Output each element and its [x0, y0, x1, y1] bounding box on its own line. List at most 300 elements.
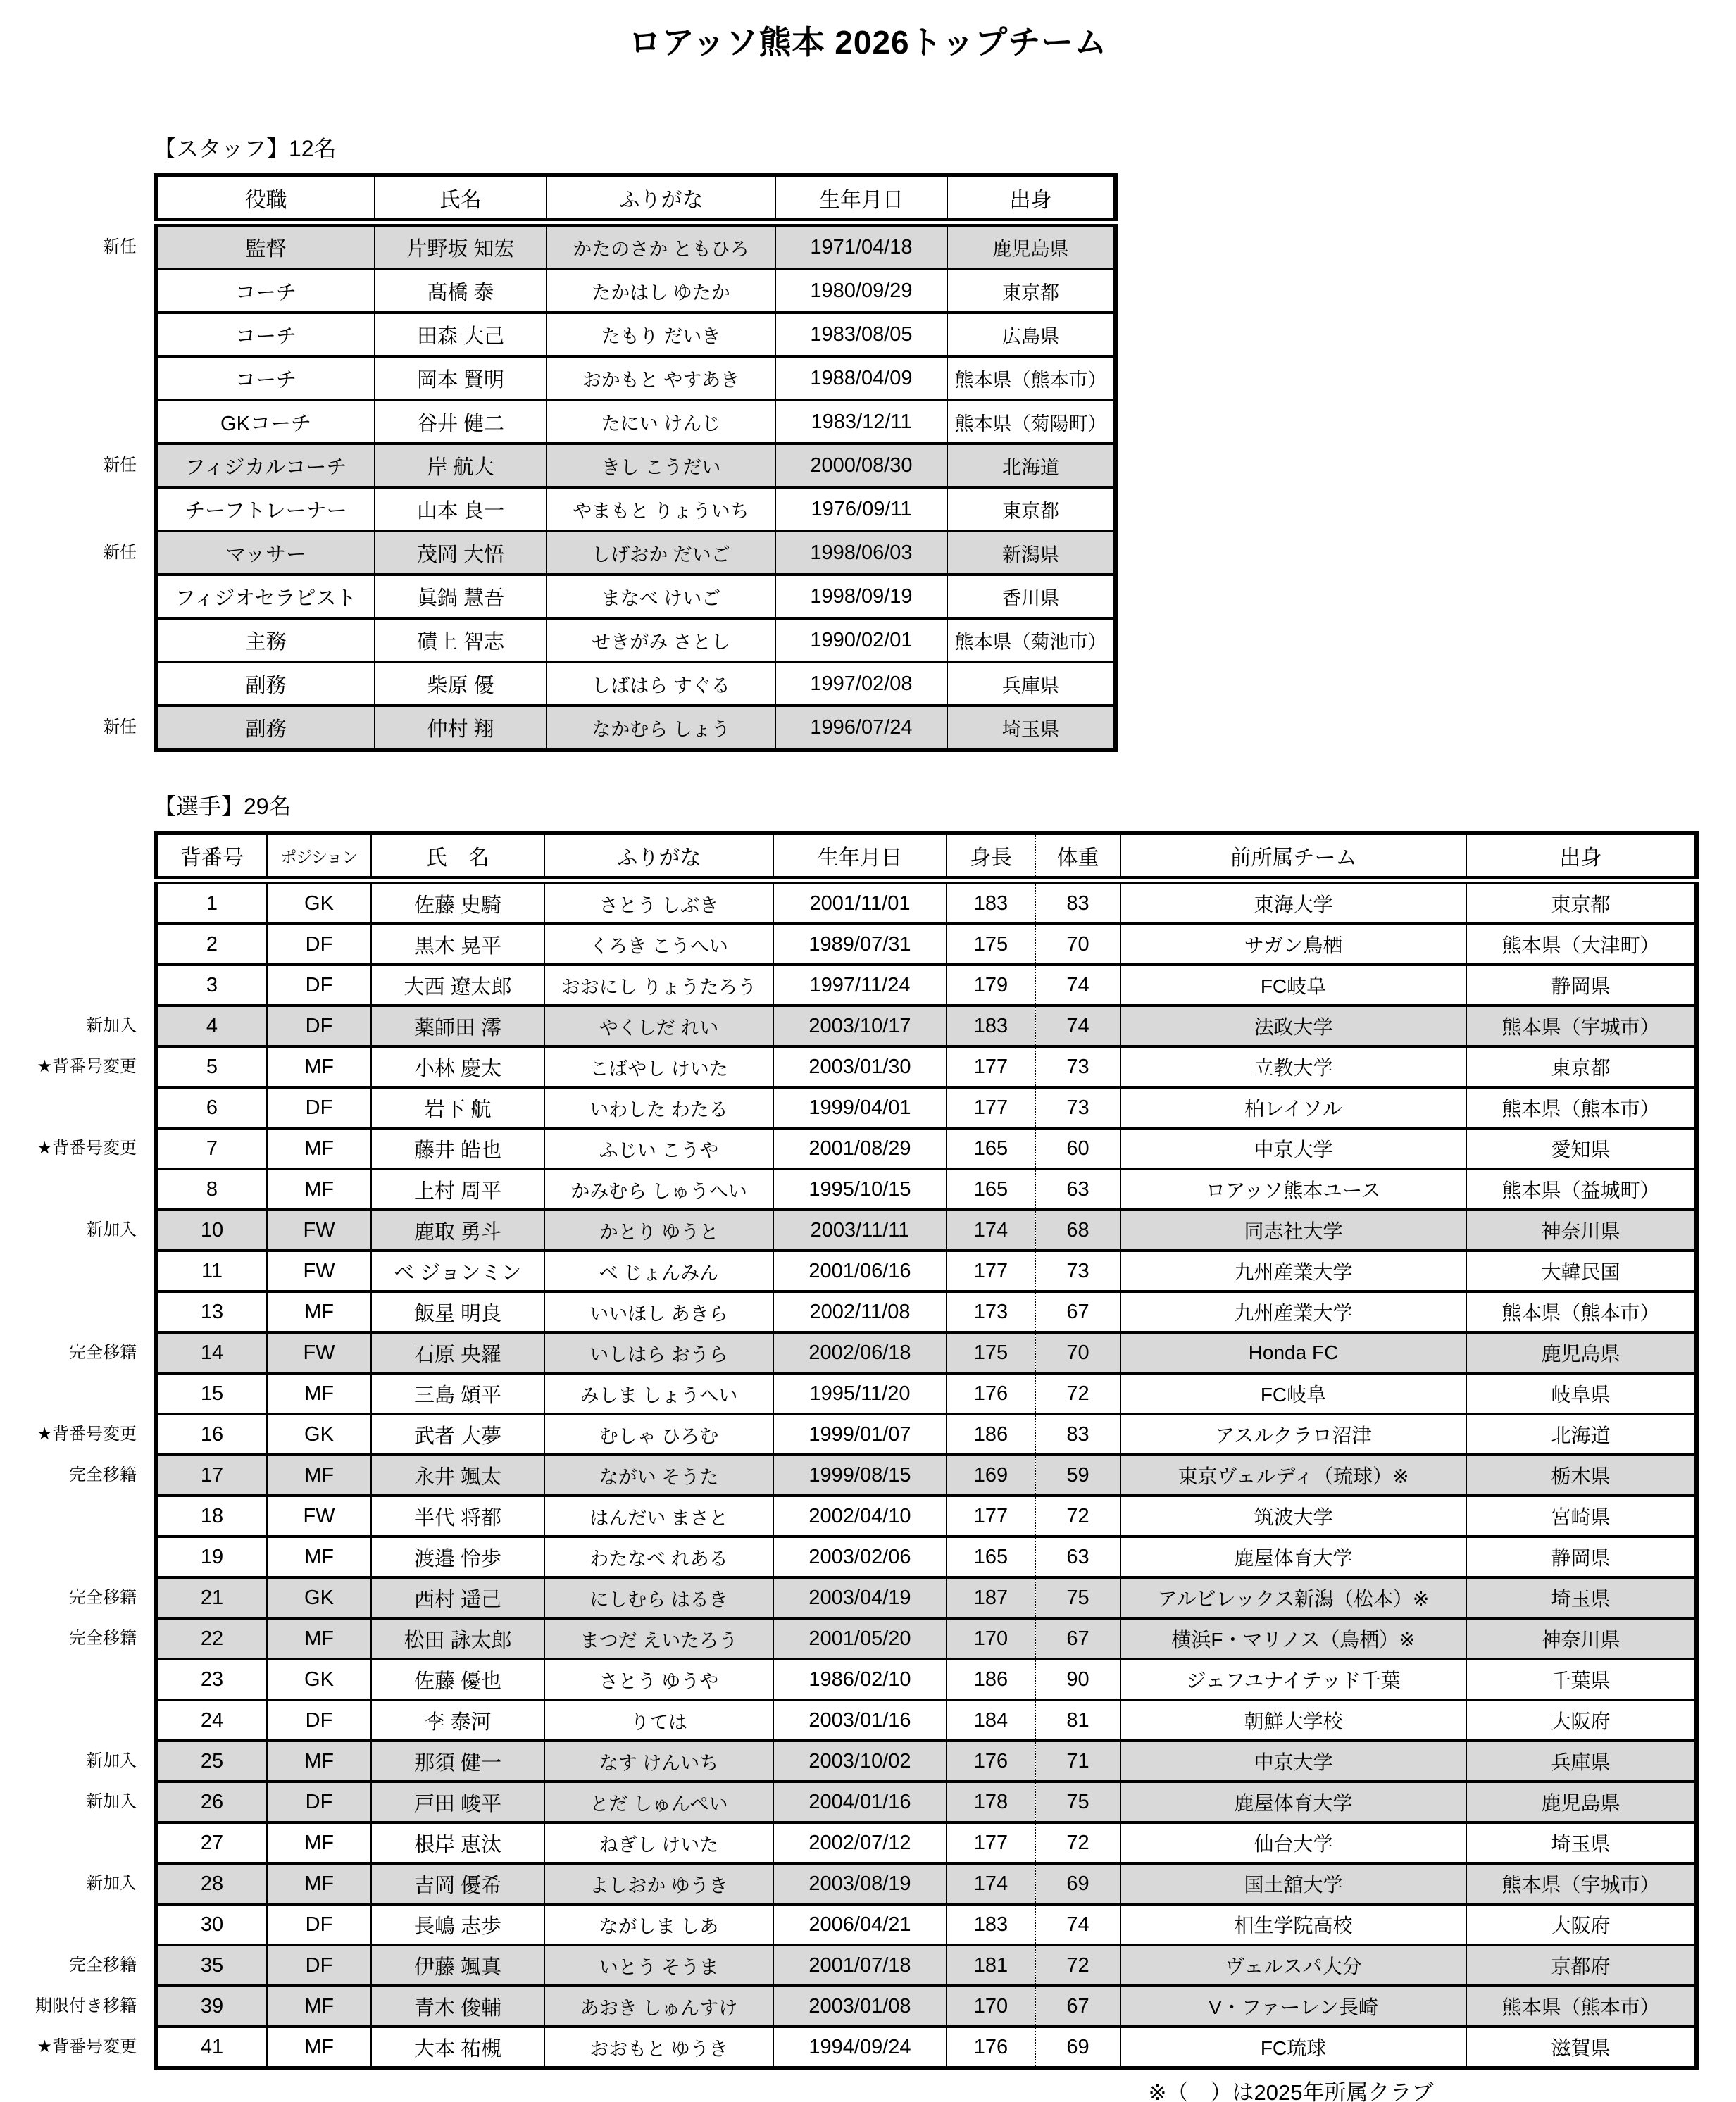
- cell-furigana: せきがみ さとし: [547, 618, 775, 662]
- staff-row: [156, 269, 1116, 313]
- row-status-label: ★背番号変更: [37, 1425, 137, 1444]
- cell-birthdate: 1997/11/24: [773, 965, 947, 1006]
- cell-birthdate: 1988/04/09: [775, 356, 947, 400]
- cell-birthdate: 2001/08/29: [773, 1128, 947, 1169]
- cell-origin: 北海道: [947, 444, 1116, 487]
- row-status-label: [0, 269, 144, 313]
- cell-height: 170: [947, 1618, 1035, 1659]
- row-status-label: ★背番号変更: [37, 2037, 137, 2056]
- cell-origin: 熊本県（菊陽町）: [947, 400, 1116, 444]
- row-status-label: [0, 924, 144, 965]
- cell-role: チーフトレーナー: [156, 487, 375, 531]
- cell-position: DF: [267, 965, 371, 1006]
- cell-height: 183: [947, 880, 1035, 924]
- cell-weight: 81: [1035, 1700, 1120, 1741]
- staff-section: [0, 131, 1736, 752]
- cell-birthdate: 2001/07/18: [773, 1945, 947, 1986]
- cell-previous_team: 法政大学: [1120, 1006, 1466, 1046]
- cell-birthdate: 2002/06/18: [773, 1332, 947, 1373]
- players-row-labels: [0, 831, 144, 2067]
- cell-height: 176: [947, 1741, 1035, 1782]
- cell-name: 那須 健一: [371, 1741, 544, 1782]
- cell-birthdate: 1998/09/19: [775, 575, 947, 618]
- cell-origin: 東京都: [1466, 1046, 1697, 1087]
- footnote: ※（ ）は2025年所属クラブ: [1148, 2080, 1434, 2102]
- cell-furigana: ながしま しあ: [544, 1904, 773, 1945]
- cell-origin: 熊本県（熊本市）: [1466, 1986, 1697, 2027]
- cell-position: MF: [267, 1986, 371, 2027]
- row-status-label: [0, 313, 144, 356]
- player-row: [156, 965, 1697, 1006]
- cell-name: 佐藤 優也: [371, 1659, 544, 1700]
- cell-height: 177: [947, 1496, 1035, 1537]
- cell-role: マッサー: [156, 531, 375, 575]
- cell-name: 谷井 健二: [375, 400, 547, 444]
- cell-number: 41: [156, 2027, 267, 2068]
- cell-weight: 72: [1035, 1822, 1120, 1863]
- col-header-origin: 出身: [1466, 833, 1697, 880]
- cell-height: 177: [947, 1822, 1035, 1863]
- cell-furigana: わたなべ れある: [544, 1537, 773, 1577]
- cell-origin: 宮崎県: [1466, 1496, 1697, 1537]
- cell-previous_team: 九州産業大学: [1120, 1291, 1466, 1332]
- cell-weight: 73: [1035, 1087, 1120, 1128]
- staff-row: [156, 313, 1116, 356]
- cell-previous_team: 鹿屋体育大学: [1120, 1782, 1466, 1822]
- staff-row: [156, 618, 1116, 662]
- cell-height: 169: [947, 1455, 1035, 1496]
- cell-birthdate: 2003/10/17: [773, 1006, 947, 1046]
- row-status-label: [0, 618, 144, 662]
- cell-previous_team: 東京ヴェルディ（琉球）※: [1120, 1455, 1466, 1496]
- cell-origin: 東京都: [947, 487, 1116, 531]
- cell-role: コーチ: [156, 269, 375, 313]
- row-status-label: [0, 1291, 144, 1332]
- players-table-header: [156, 833, 1697, 880]
- cell-number: 23: [156, 1659, 267, 1700]
- cell-previous_team: 横浜F・マリノス（鳥栖）※: [1120, 1618, 1466, 1659]
- cell-birthdate: 1986/02/10: [773, 1659, 947, 1700]
- cell-weight: 83: [1035, 880, 1120, 924]
- cell-furigana: さとう しぶき: [544, 880, 773, 924]
- cell-origin: 新潟県: [947, 531, 1116, 575]
- row-status-label: [0, 1087, 144, 1128]
- staff-table-body: [156, 223, 1116, 750]
- cell-number: 35: [156, 1945, 267, 1986]
- cell-name: 柴原 優: [375, 662, 547, 706]
- cell-name: 伊藤 颯真: [371, 1945, 544, 1986]
- player-row: [156, 1822, 1697, 1863]
- cell-furigana: くろき こうへい: [544, 924, 773, 965]
- cell-birthdate: 2002/04/10: [773, 1496, 947, 1537]
- row-status-label: [0, 1496, 144, 1537]
- cell-position: FW: [267, 1210, 371, 1251]
- cell-origin: 兵庫県: [1466, 1741, 1697, 1782]
- cell-position: MF: [267, 2027, 371, 2068]
- cell-name: 松田 詠太郎: [371, 1618, 544, 1659]
- cell-height: 186: [947, 1659, 1035, 1700]
- cell-number: 5: [156, 1046, 267, 1087]
- cell-birthdate: 2002/11/08: [773, 1291, 947, 1332]
- cell-origin: 栃木県: [1466, 1455, 1697, 1496]
- cell-name: 半代 将都: [371, 1496, 544, 1537]
- cell-weight: 63: [1035, 1537, 1120, 1577]
- cell-furigana: いいほし あきら: [544, 1291, 773, 1332]
- cell-name: 戸田 峻平: [371, 1782, 544, 1822]
- col-header-height: 身長: [947, 833, 1035, 880]
- cell-position: DF: [267, 1087, 371, 1128]
- cell-weight: 70: [1035, 924, 1120, 965]
- cell-number: 30: [156, 1904, 267, 1945]
- row-status-label: [0, 1373, 144, 1414]
- cell-name: 佐藤 史騎: [371, 880, 544, 924]
- cell-birthdate: 1980/09/29: [775, 269, 947, 313]
- cell-number: 7: [156, 1128, 267, 1169]
- cell-furigana: いしはら おうら: [544, 1332, 773, 1373]
- cell-furigana: まつだ えいたろう: [544, 1618, 773, 1659]
- cell-origin: 神奈川県: [1466, 1618, 1697, 1659]
- cell-number: 2: [156, 924, 267, 965]
- cell-name: 磧上 智志: [375, 618, 547, 662]
- cell-birthdate: 2003/04/19: [773, 1577, 947, 1618]
- players-section-heading: 【選手】29名: [154, 794, 292, 819]
- cell-birthdate: 2003/01/30: [773, 1046, 947, 1087]
- cell-birthdate: 1983/12/11: [775, 400, 947, 444]
- cell-name: 鹿取 勇斗: [371, 1210, 544, 1251]
- cell-weight: 74: [1035, 965, 1120, 1006]
- col-header-birthdate: 生年月日: [773, 833, 947, 880]
- row-status-label: 完全移籍: [69, 1956, 137, 1975]
- cell-name: 茂岡 大悟: [375, 531, 547, 575]
- cell-origin: 大阪府: [1466, 1700, 1697, 1741]
- cell-number: 39: [156, 1986, 267, 2027]
- row-status-label: [0, 965, 144, 1006]
- staff-row: [156, 531, 1116, 575]
- cell-number: 1: [156, 880, 267, 924]
- cell-height: 178: [947, 1782, 1035, 1822]
- staff-row: [156, 400, 1116, 444]
- cell-height: 176: [947, 1373, 1035, 1414]
- cell-origin: 鹿児島県: [1466, 1332, 1697, 1373]
- cell-furigana: しばはら すぐる: [547, 662, 775, 706]
- cell-furigana: かみむら しゅうへい: [544, 1169, 773, 1210]
- cell-furigana: たもり だいき: [547, 313, 775, 356]
- cell-origin: 愛知県: [1466, 1128, 1697, 1169]
- player-row: [156, 1046, 1697, 1087]
- cell-furigana: ふじい こうや: [544, 1128, 773, 1169]
- cell-previous_team: アスルクラロ沼津: [1120, 1414, 1466, 1455]
- cell-weight: 69: [1035, 2027, 1120, 2068]
- cell-origin: 北海道: [1466, 1414, 1697, 1455]
- cell-name: 藤井 皓也: [371, 1128, 544, 1169]
- cell-role: 主務: [156, 618, 375, 662]
- cell-birthdate: 1999/01/07: [773, 1414, 947, 1455]
- cell-name: 吉岡 優希: [371, 1863, 544, 1904]
- cell-name: 根岸 恵汰: [371, 1822, 544, 1863]
- staff-section-heading: 【スタッフ】12名: [154, 136, 337, 161]
- row-label-spacer: [0, 831, 144, 883]
- cell-furigana: あおき しゅんすけ: [544, 1986, 773, 2027]
- cell-origin: 大韓民国: [1466, 1251, 1697, 1291]
- cell-position: MF: [267, 1291, 371, 1332]
- cell-furigana: まなべ けいご: [547, 575, 775, 618]
- staff-row: [156, 223, 1116, 269]
- cell-furigana: いわした わたる: [544, 1087, 773, 1128]
- col-header-name: 氏名: [375, 175, 547, 223]
- players-table-wrap: [35, 831, 1736, 2070]
- page-title: ロアッソ熊本 2026トップチーム: [628, 24, 1108, 61]
- cell-furigana: おかもと やすあき: [547, 356, 775, 400]
- player-row: [156, 1291, 1697, 1332]
- cell-weight: 83: [1035, 1414, 1120, 1455]
- row-status-label: ★背番号変更: [37, 1139, 137, 1158]
- cell-birthdate: 2002/07/12: [773, 1822, 947, 1863]
- cell-position: DF: [267, 1904, 371, 1945]
- cell-previous_team: 東海大学: [1120, 880, 1466, 924]
- cell-previous_team: FC琉球: [1120, 2027, 1466, 2068]
- cell-furigana: なかむら しょう: [547, 706, 775, 750]
- cell-position: MF: [267, 1822, 371, 1863]
- cell-weight: 74: [1035, 1006, 1120, 1046]
- cell-previous_team: FC岐阜: [1120, 1373, 1466, 1414]
- cell-name: 飯星 明良: [371, 1291, 544, 1332]
- row-status-label: [0, 1700, 144, 1741]
- row-status-label: 新任: [103, 456, 137, 475]
- cell-birthdate: 2003/02/06: [773, 1537, 947, 1577]
- col-header-position: ポジション: [267, 833, 371, 880]
- cell-height: 181: [947, 1945, 1035, 1986]
- cell-position: MF: [267, 1373, 371, 1414]
- cell-previous_team: Honda FC: [1120, 1332, 1466, 1373]
- cell-weight: 67: [1035, 1618, 1120, 1659]
- cell-number: 11: [156, 1251, 267, 1291]
- cell-position: MF: [267, 1741, 371, 1782]
- cell-furigana: いとう そうま: [544, 1945, 773, 1986]
- cell-height: 175: [947, 1332, 1035, 1373]
- cell-origin: 香川県: [947, 575, 1116, 618]
- cell-birthdate: 2003/01/08: [773, 1986, 947, 2027]
- cell-number: 6: [156, 1087, 267, 1128]
- cell-furigana: りては: [544, 1700, 773, 1741]
- players-table-body: [156, 880, 1697, 2068]
- col-header-furigana: ふりがな: [547, 175, 775, 223]
- cell-name: 眞鍋 慧吾: [375, 575, 547, 618]
- cell-name: 西村 遥己: [371, 1577, 544, 1618]
- cell-number: 15: [156, 1373, 267, 1414]
- cell-number: 28: [156, 1863, 267, 1904]
- cell-name: 武者 大夢: [371, 1414, 544, 1455]
- cell-weight: 71: [1035, 1741, 1120, 1782]
- cell-number: 3: [156, 965, 267, 1006]
- cell-birthdate: 1976/09/11: [775, 487, 947, 531]
- row-status-label: [0, 356, 144, 400]
- player-row: [156, 1496, 1697, 1537]
- player-row: [156, 2027, 1697, 2068]
- player-row: [156, 924, 1697, 965]
- row-status-label: [0, 1169, 144, 1210]
- cell-origin: 熊本県（菊池市）: [947, 618, 1116, 662]
- cell-position: DF: [267, 1945, 371, 1986]
- cell-height: 176: [947, 2027, 1035, 2068]
- cell-furigana: よしおか ゆうき: [544, 1863, 773, 1904]
- cell-weight: 72: [1035, 1373, 1120, 1414]
- cell-previous_team: 九州産業大学: [1120, 1251, 1466, 1291]
- cell-weight: 68: [1035, 1210, 1120, 1251]
- cell-weight: 60: [1035, 1128, 1120, 1169]
- row-status-label: [0, 1822, 144, 1863]
- player-row: [156, 1128, 1697, 1169]
- cell-name: 片野坂 知宏: [375, 223, 547, 269]
- cell-position: MF: [267, 1046, 371, 1087]
- cell-number: 10: [156, 1210, 267, 1251]
- cell-furigana: さとう ゆうや: [544, 1659, 773, 1700]
- staff-row: [156, 356, 1116, 400]
- row-status-label: 新加入: [86, 1792, 137, 1811]
- cell-name: 山本 良一: [375, 487, 547, 531]
- cell-height: 177: [947, 1046, 1035, 1087]
- cell-birthdate: 2006/04/21: [773, 1904, 947, 1945]
- cell-birthdate: 1989/07/31: [773, 924, 947, 965]
- cell-origin: 東京都: [947, 269, 1116, 313]
- cell-furigana: みしま しょうへい: [544, 1373, 773, 1414]
- cell-weight: 59: [1035, 1455, 1120, 1496]
- cell-number: 21: [156, 1577, 267, 1618]
- cell-position: DF: [267, 1700, 371, 1741]
- cell-birthdate: 1999/04/01: [773, 1087, 947, 1128]
- player-row: [156, 1169, 1697, 1210]
- cell-birthdate: 1990/02/01: [775, 618, 947, 662]
- player-row: [156, 1904, 1697, 1945]
- cell-position: GK: [267, 1577, 371, 1618]
- player-row: [156, 1577, 1697, 1618]
- player-row: [156, 1659, 1697, 1700]
- staff-table: [154, 173, 1118, 752]
- cell-name: 三島 頌平: [371, 1373, 544, 1414]
- player-row: [156, 1741, 1697, 1782]
- cell-furigana: かたのさか ともひろ: [547, 223, 775, 269]
- cell-origin: 鹿児島県: [947, 223, 1116, 269]
- cell-position: FW: [267, 1332, 371, 1373]
- cell-number: 25: [156, 1741, 267, 1782]
- cell-furigana: しげおか だいご: [547, 531, 775, 575]
- cell-birthdate: 1998/06/03: [775, 531, 947, 575]
- player-row: [156, 880, 1697, 924]
- cell-number: 26: [156, 1782, 267, 1822]
- cell-previous_team: 国土舘大学: [1120, 1863, 1466, 1904]
- cell-position: MF: [267, 1128, 371, 1169]
- row-status-label: 新加入: [86, 1751, 137, 1770]
- cell-previous_team: 仙台大学: [1120, 1822, 1466, 1863]
- cell-origin: 埼玉県: [947, 706, 1116, 750]
- cell-height: 186: [947, 1414, 1035, 1455]
- cell-height: 165: [947, 1128, 1035, 1169]
- cell-name: 田森 大己: [375, 313, 547, 356]
- cell-name: 石原 央羅: [371, 1332, 544, 1373]
- row-status-label: [0, 1904, 144, 1945]
- cell-role: 監督: [156, 223, 375, 269]
- cell-origin: 鹿児島県: [1466, 1782, 1697, 1822]
- cell-furigana: とだ しゅんぺい: [544, 1782, 773, 1822]
- cell-name: 岡本 賢明: [375, 356, 547, 400]
- staff-row: [156, 706, 1116, 750]
- cell-position: GK: [267, 1414, 371, 1455]
- cell-number: 22: [156, 1618, 267, 1659]
- cell-birthdate: 1971/04/18: [775, 223, 947, 269]
- cell-number: 17: [156, 1455, 267, 1496]
- cell-birthdate: 1994/09/24: [773, 2027, 947, 2068]
- cell-number: 24: [156, 1700, 267, 1741]
- cell-birthdate: 2004/01/16: [773, 1782, 947, 1822]
- player-row: [156, 1373, 1697, 1414]
- cell-previous_team: FC岐阜: [1120, 965, 1466, 1006]
- staff-table-header: [156, 175, 1116, 223]
- cell-number: 18: [156, 1496, 267, 1537]
- cell-birthdate: 2003/11/11: [773, 1210, 947, 1251]
- cell-number: 8: [156, 1169, 267, 1210]
- player-row: [156, 1455, 1697, 1496]
- cell-weight: 72: [1035, 1496, 1120, 1537]
- cell-origin: 熊本県（大津町）: [1466, 924, 1697, 965]
- row-status-label: 完全移籍: [69, 1465, 137, 1484]
- cell-previous_team: ジェフユナイテッド千葉: [1120, 1659, 1466, 1700]
- cell-number: 14: [156, 1332, 267, 1373]
- cell-furigana: きし こうだい: [547, 444, 775, 487]
- cell-role: コーチ: [156, 356, 375, 400]
- row-status-label: [0, 883, 144, 924]
- cell-weight: 74: [1035, 1904, 1120, 1945]
- row-status-label: 新任: [103, 237, 137, 256]
- row-status-label: [0, 662, 144, 706]
- cell-previous_team: 筑波大学: [1120, 1496, 1466, 1537]
- row-status-label: [0, 1251, 144, 1291]
- cell-furigana: なす けんいち: [544, 1741, 773, 1782]
- col-header-birthdate: 生年月日: [775, 175, 947, 223]
- cell-origin: 熊本県（益城町）: [1466, 1169, 1697, 1210]
- cell-origin: 岐阜県: [1466, 1373, 1697, 1414]
- cell-previous_team: サガン鳥栖: [1120, 924, 1466, 965]
- cell-name: 上村 周平: [371, 1169, 544, 1210]
- cell-furigana: ながい そうた: [544, 1455, 773, 1496]
- cell-weight: 73: [1035, 1251, 1120, 1291]
- cell-weight: 67: [1035, 1291, 1120, 1332]
- player-row: [156, 1945, 1697, 1986]
- player-row: [156, 1414, 1697, 1455]
- cell-position: MF: [267, 1169, 371, 1210]
- player-row: [156, 1618, 1697, 1659]
- cell-origin: 熊本県（熊本市）: [1466, 1087, 1697, 1128]
- cell-birthdate: 1999/08/15: [773, 1455, 947, 1496]
- cell-weight: 75: [1035, 1782, 1120, 1822]
- cell-role: 副務: [156, 662, 375, 706]
- cell-previous_team: ロアッソ熊本ユース: [1120, 1169, 1466, 1210]
- cell-name: 岸 航大: [375, 444, 547, 487]
- cell-origin: 熊本県（熊本市）: [1466, 1291, 1697, 1332]
- cell-birthdate: 1997/02/08: [775, 662, 947, 706]
- cell-number: 27: [156, 1822, 267, 1863]
- player-row: [156, 1700, 1697, 1741]
- cell-position: DF: [267, 924, 371, 965]
- cell-birthdate: 2001/05/20: [773, 1618, 947, 1659]
- staff-row: [156, 575, 1116, 618]
- row-status-label: 完全移籍: [69, 1629, 137, 1648]
- cell-origin: 滋賀県: [1466, 2027, 1697, 2068]
- cell-height: 183: [947, 1006, 1035, 1046]
- cell-origin: 京都府: [1466, 1945, 1697, 1986]
- cell-name: 仲村 翔: [375, 706, 547, 750]
- cell-height: 177: [947, 1251, 1035, 1291]
- cell-role: GKコーチ: [156, 400, 375, 444]
- row-status-label: 新加入: [86, 1016, 137, 1035]
